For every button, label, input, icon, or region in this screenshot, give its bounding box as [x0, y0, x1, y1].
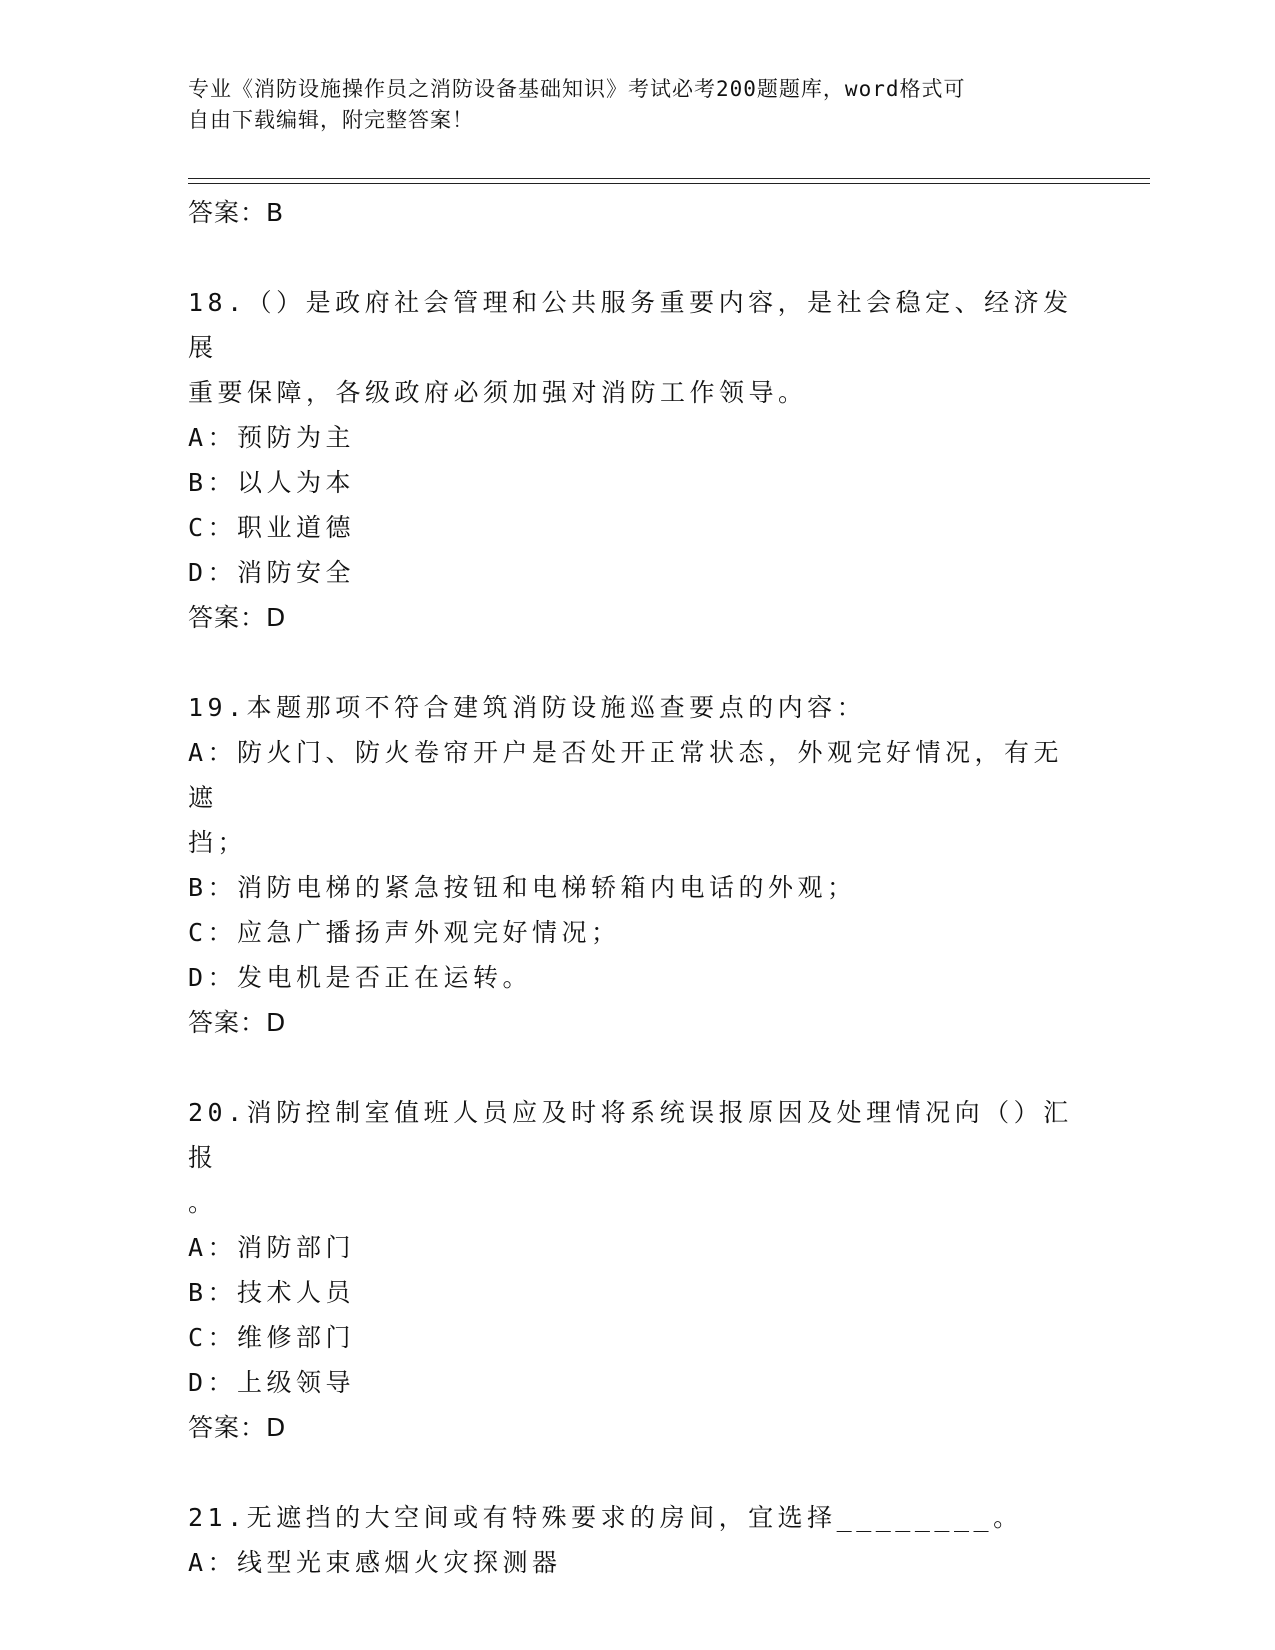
- header-line-2: 自由下载编辑，附完整答案！: [188, 108, 474, 132]
- question-stem-line: 重要保障，各级政府必须加强对消防工作领导。: [188, 378, 808, 407]
- option-b: B：以人为本: [188, 468, 356, 497]
- option-b: B：消防电梯的紧急按钮和电梯轿箱内电话的外观；: [188, 873, 857, 902]
- option-d: D：发电机是否正在运转。: [188, 963, 533, 992]
- option-c: C：应急广播扬声外观完好情况；: [188, 918, 621, 947]
- question-stem-line: 19.本题那项不符合建筑消防设施巡查要点的内容：: [188, 693, 867, 722]
- header-rule-bottom: [188, 183, 1150, 184]
- option-a: A：消防部门: [188, 1233, 356, 1262]
- option-d: D：上级领导: [188, 1368, 356, 1397]
- option-a: A：防火门、防火卷帘开户是否处开正常状态，外观完好情况，有无遮: [188, 738, 1064, 812]
- header-line-1: 专业《消防设施操作员之消防设备基础知识》考试必考200题题库，word格式可: [188, 77, 966, 101]
- option-b: B：技术人员: [188, 1278, 356, 1307]
- question-18: [188, 280, 1088, 641]
- answer-line: 答案：B: [188, 198, 285, 227]
- question-19: [188, 685, 1088, 1046]
- question-stem-line: 20.消防控制室值班人员应及时将系统误报原因及处理情况向（）汇报: [188, 1098, 1073, 1172]
- option-c: C：职业道德: [188, 513, 356, 542]
- page-header: [188, 74, 1068, 136]
- option-a: A：预防为主: [188, 423, 356, 452]
- question-stem-line: 21.无遮挡的大空间或有特殊要求的房间，宜选择________。: [188, 1503, 1023, 1532]
- question-list: [188, 190, 1088, 1629]
- question-stem-line: 18.（）是政府社会管理和公共服务重要内容，是社会稳定、经济发展: [188, 288, 1073, 362]
- option-d: D：消防安全: [188, 558, 356, 587]
- question-21: [188, 1495, 1088, 1585]
- answer-line: 答案：D: [188, 603, 287, 632]
- option-a-continued: 挡；: [188, 828, 248, 857]
- option-c: C：维修部门: [188, 1323, 356, 1352]
- question-stem-line: 。: [188, 1188, 218, 1217]
- option-a: A：线型光束感烟火灾探测器: [188, 1548, 562, 1577]
- header-rule-top: [188, 178, 1150, 179]
- question-20: [188, 1090, 1088, 1451]
- answer-line: 答案：D: [188, 1008, 287, 1037]
- answer-line: 答案：D: [188, 1413, 287, 1442]
